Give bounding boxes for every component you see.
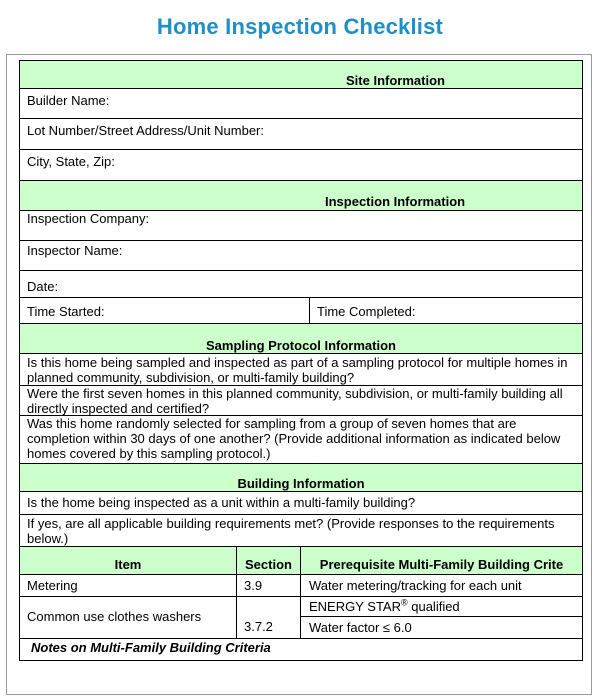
sampling-q3-text: Was this home randomly selected for sampling from a group of seven homes that are completion within 30 days of one another? (Provide additional information as indicated below homes covered by this sampling protocol.) bbox=[27, 416, 561, 461]
table-cell-prereq bbox=[301, 597, 582, 638]
qualified-label: qualified bbox=[407, 599, 460, 614]
col-prereq-label: Prerequisite Multi-Family Building Crite bbox=[319, 557, 564, 572]
inspector-name-row[interactable] bbox=[19, 241, 583, 271]
table-cell-item bbox=[20, 597, 237, 638]
col-item-header bbox=[20, 547, 237, 574]
city-state-zip-label: City, State, Zip: bbox=[27, 154, 115, 169]
sampling-q1-row[interactable] bbox=[19, 354, 583, 386]
time-row bbox=[19, 298, 583, 324]
washers-prereq-energy-star bbox=[301, 597, 582, 617]
table-row bbox=[19, 597, 583, 639]
inspection-information-header-label: Inspection Information bbox=[325, 194, 466, 209]
table-row bbox=[19, 575, 583, 597]
table-cell-item bbox=[20, 575, 237, 596]
notes-label: Notes on Multi-Family Building Criteria bbox=[31, 640, 271, 655]
col-section-header bbox=[237, 547, 301, 574]
builder-name-label: Builder Name: bbox=[27, 93, 110, 108]
criteria-table-header bbox=[19, 547, 583, 575]
sampling-protocol-header-label: Sampling Protocol Information bbox=[206, 338, 396, 353]
time-started-cell[interactable] bbox=[20, 298, 310, 323]
notes-row bbox=[19, 639, 583, 661]
sampling-protocol-header bbox=[19, 324, 583, 354]
table-cell-prereq bbox=[301, 575, 582, 596]
water-factor-label: Water factor ≤ 6.0 bbox=[309, 620, 412, 635]
metering-item: Metering bbox=[27, 578, 78, 593]
inspection-information-header bbox=[19, 181, 583, 211]
metering-section: 3.9 bbox=[244, 578, 263, 593]
date-row[interactable] bbox=[19, 271, 583, 298]
building-q1-text: Is the home being inspected as a unit within a multi-family building? bbox=[27, 495, 416, 510]
building-q2-row[interactable] bbox=[19, 515, 583, 547]
inspection-company-row[interactable] bbox=[19, 211, 583, 241]
sampling-q1-text: Is this home being sampled and inspected as part of a sampling protocol for multiple homes in planned community, subdivision, or multi-family building? bbox=[27, 355, 568, 385]
site-information-header bbox=[19, 60, 583, 89]
table-cell-section bbox=[237, 575, 301, 596]
washers-section: 3.7.2 bbox=[244, 619, 273, 634]
time-completed-label[interactable]: Time Completed: bbox=[317, 304, 416, 319]
building-information-header-label: Building Information bbox=[237, 476, 365, 491]
col-prereq-header bbox=[301, 547, 582, 574]
checklist-form bbox=[6, 54, 592, 695]
table-cell-section bbox=[237, 597, 301, 638]
col-item-label: Item bbox=[114, 557, 142, 572]
builder-name-row[interactable] bbox=[19, 89, 583, 119]
lot-address-row[interactable] bbox=[19, 119, 583, 150]
date-label: Date: bbox=[27, 279, 59, 294]
city-state-zip-row[interactable] bbox=[19, 150, 583, 181]
col-section-label: Section bbox=[245, 557, 292, 572]
site-information-header-label: Site Information bbox=[346, 73, 445, 88]
washers-item: Common use clothes washers bbox=[27, 609, 202, 624]
lot-address-label: Lot Number/Street Address/Unit Number: bbox=[27, 123, 264, 138]
inspection-company-label: Inspection Company: bbox=[27, 211, 150, 226]
building-q2-text: If yes, are all applicable building requirements met? (Provide responses to the requirements below.) bbox=[27, 516, 555, 546]
energy-star-label: ENERGY STAR bbox=[309, 599, 401, 614]
registered-mark: ® bbox=[400, 597, 408, 608]
building-q1-row[interactable] bbox=[19, 492, 583, 515]
time-started-label: Time Started: bbox=[27, 304, 105, 319]
building-information-header bbox=[19, 464, 583, 492]
inspector-name-label: Inspector Name: bbox=[27, 243, 123, 258]
sampling-q2-text: Were the first seven homes in this planned community, subdivision, or multi-family building all directly inspected and certified? bbox=[27, 386, 563, 416]
energy-star-text bbox=[309, 599, 460, 614]
sampling-q3-row[interactable] bbox=[19, 416, 583, 464]
metering-prereq: Water metering/tracking for each unit bbox=[309, 578, 522, 593]
page-title: Home Inspection Checklist bbox=[156, 14, 444, 39]
sampling-q2-row[interactable] bbox=[19, 386, 583, 416]
